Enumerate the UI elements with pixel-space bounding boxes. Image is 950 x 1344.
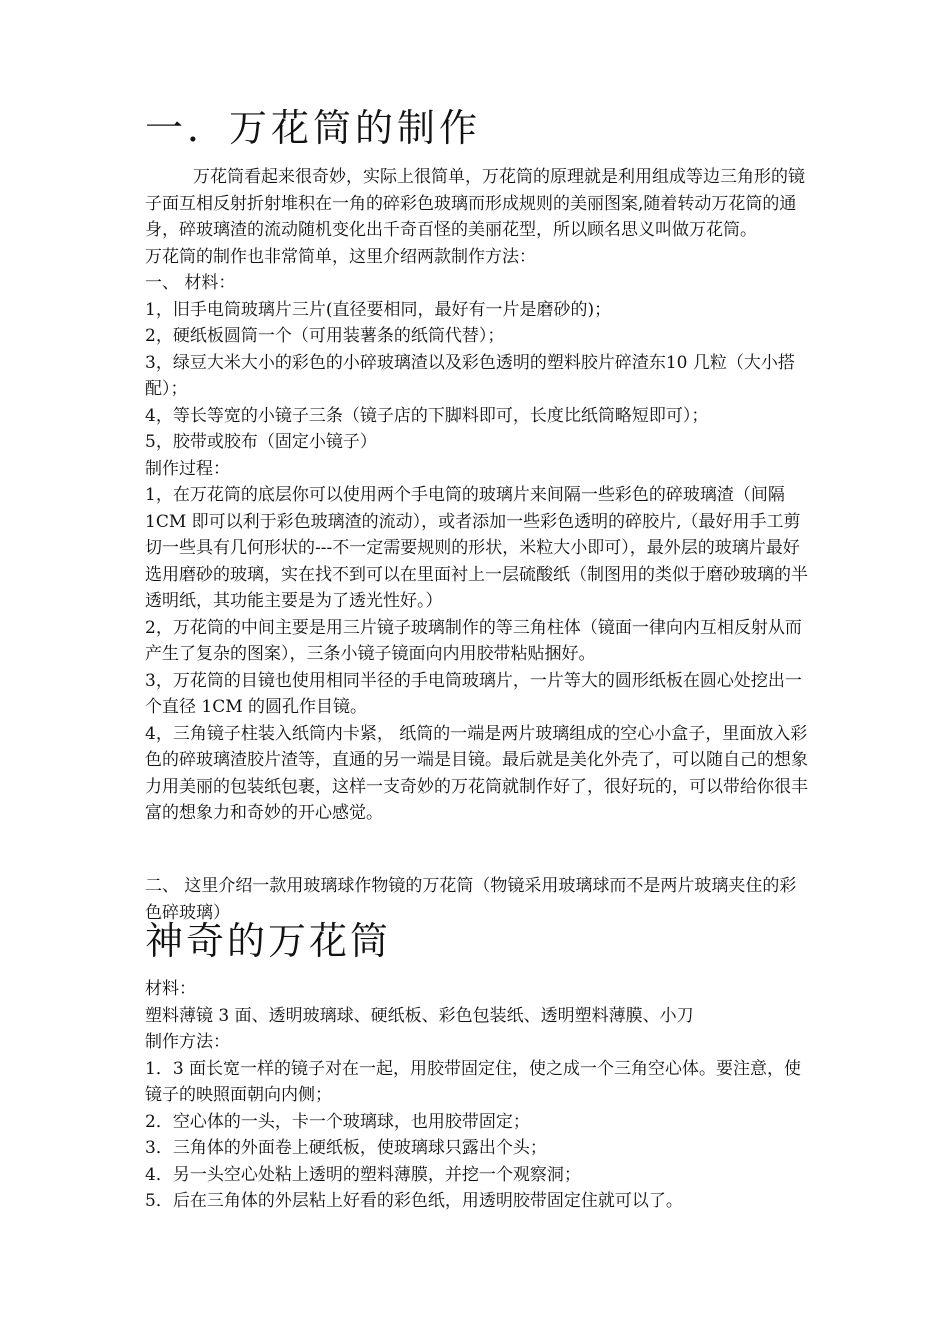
method2-step: 5．后在三角体的外层粘上好看的彩色纸，用透明胶带固定住就可以了。 <box>145 1191 683 1211</box>
page-title: 一．万花筒的制作 <box>145 106 482 150</box>
section-two-title: 神奇的万花筒 <box>145 919 392 963</box>
section-one <box>145 164 810 827</box>
materials-item: 5，胶带或胶布（固定小镜子） <box>145 432 377 452</box>
process-step: 4，三角镜子柱装入纸筒内卡紧， 纸筒的一端是两片玻璃组成的空心小盒子，里面放入彩色的碎玻璃渣胶片渣等，直通的另一端是目镜。最后就是美化外壳了，可以随自己的想象力用美丽的包装纸包裹，这样一支奇妙的万花筒就制作好了，很好玩的，可以带给你很丰富的想象力和奇妙的开心感觉。 <box>145 723 808 823</box>
process-step: 2，万花筒的中间主要是用三片镜子玻璃制作的等三角柱体（镜面一律向内互相反射从而产生了复杂的图案），三条小镜子镜面向内用胶带粘贴捆好。 <box>145 617 802 664</box>
section-two-heading: 二、 这里介绍一款用玻璃球作物镜的万花筒（物镜采用玻璃球而不是两片玻璃夹住的彩色碎玻璃） <box>145 876 797 923</box>
materials2-heading: 材料： <box>145 979 196 999</box>
section-two <box>145 976 810 1215</box>
method2-step: 1．3 面长宽一样的镜子对在一起，用胶带固定住，使之成一个三角空心体。要注意，使镜子的映照面朝向内侧； <box>145 1058 802 1105</box>
materials-item: 3，绿豆大米大小的彩色的小碎玻璃渣以及彩色透明的塑料胶片碎渣东10 几粒（大小搭配）； <box>145 352 795 399</box>
method2-step: 2．空心体的一头，卡一个玻璃球，也用胶带固定； <box>145 1111 530 1132</box>
materials-item: 4，等长等宽的小镜子三条（镜子店的下脚料即可，长度比纸筒略短即可）； <box>145 405 709 426</box>
process-heading: 制作过程： <box>145 458 230 479</box>
materials-heading: 一、 材料： <box>145 273 236 293</box>
method2-step: 4．另一头空心处粘上透明的塑料薄膜，并挖一个观察洞； <box>145 1164 581 1185</box>
materials-item: 1，旧手电筒玻璃片三片(直径要相同，最好有一片是磨砂的)； <box>145 299 612 320</box>
process-step: 1，在万花筒的底层你可以使用两个手电筒的玻璃片来间隔一些彩色的碎玻璃渣（间隔 1CM 即可以利于彩色玻璃渣的流动），或者添加一些彩色透明的碎胶片,（最好用手工剪切一些具有几何形状的---不一定需要规则的形状，米粒大小即可），最外层的玻璃片最好选用磨砂的玻璃，实在找不到可以在里面衬上一层硫酸纸（制图用的类似于磨砂玻璃的半透明纸，其功能主要是为了透光性好。） <box>145 485 808 611</box>
method-intro: 万花筒的制作也非常简单，这里介绍两款制作方法： <box>145 246 536 267</box>
materials2-list: 塑料薄镜 3 面、透明玻璃球、硬纸板、彩色包装纸、透明塑料薄膜、小刀 <box>145 1005 694 1026</box>
process-step: 3，万花筒的目镜也使用相同半径的手电筒玻璃片，一片等大的圆形纸板在圆心处挖出一个直径 1CM 的圆孔作目镜。 <box>145 670 802 717</box>
method2-step: 3．三角体的外面卷上硬纸板，使玻璃球只露出个头； <box>145 1138 547 1158</box>
method2-heading: 制作方法： <box>145 1032 230 1052</box>
intro-paragraph: 万花筒看起来很奇妙，实际上很简单，万花筒的原理就是利用组成等边三角形的镜子面互相反射折射堆积在一角的碎彩色玻璃而形成规则的美丽图案,随着转动万花筒的通身，碎玻璃渣的流动随机变化出千奇百怪的美丽花型，所以顾名思义叫做万花筒。 <box>145 167 805 240</box>
materials-item: 2，硬纸板圆筒一个（可用装薯条的纸筒代替）； <box>145 326 505 346</box>
